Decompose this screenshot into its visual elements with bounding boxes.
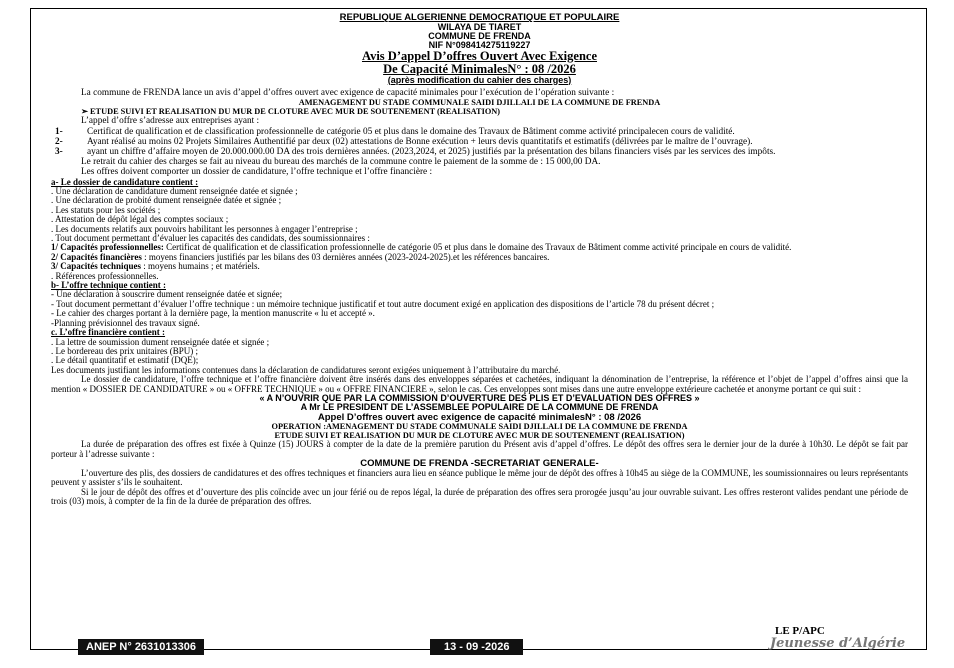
notice-title: Avis D’appel D’offres Ouvert Avec Exigence: [361, 48, 598, 63]
list-item: -Planning prévisionnel des travaux signé.: [51, 317, 200, 328]
enveloppes-text: Le dossier de candidature, l’offre technique et l’offre financière doivent être insérés dans des enveloppes séparées et cachetées, indiquant la dénomination de l’entreprise, la référence et l’objet de l’appel d’offres ainsi que la mention « DOSSIER DE CANDIDATURE » ou « OFFRE TECHNIQUE » ou « OFFRE FINANCIERE », selon le cas. Ces enveloppes sont mises dans une autre enveloppe extérieure cachetée et anonyme portant ce qui suit :: [51, 374, 908, 394]
notice-subtitle: (après modification du cahier des charges): [387, 74, 572, 85]
list-item: - Une déclaration à souscrire dument renseignée datée et signée;: [51, 289, 283, 300]
section-b-title: b- L’offre technique contient :: [51, 280, 166, 291]
ferie-text: Si le jour de dépôt des offres et d’ouverture des plis coïncide avec un jour férié ou de repos légal, la durée de préparation des offres sera prorogée jusqu’au jour ouvrable suivant. Les offres resteront valides pendant une période de trois (03) mois, à compter de la fin de la durée de préparation des offres.: [51, 486, 908, 506]
list-item: . Une déclaration de probité dument renseignée datée et signée ;: [51, 195, 282, 206]
envelope-operation: OPERATION :AMENAGEMENT DU STADE COMMUNALE SAIDI DJILLALI DE LA COMMUNE DE FRENDA: [271, 422, 688, 432]
addressed-text: L’appel d’offre s’adresse aux entreprises ayant :: [81, 116, 260, 127]
condition-item: 2- Ayant réalisé au moins 02 Projets Similaires Authentifié par deux (02) attestations de Bonne exécution + leurs devis quantitatifs et estimatifs (délivrées par le maître de l’ouvrage).: [55, 136, 753, 147]
offres-text: Les offres doivent comporter un dossier de candidature, l’offre technique et l’offre financière :: [81, 167, 433, 178]
section-c-title: c. L’offre financière contient :: [51, 327, 166, 338]
section-a-title: a- Le dossier de candidature contient :: [51, 176, 199, 187]
footer-bar: [0, 636, 954, 660]
envelope-reference: Appel D’offres ouvert avec exigence de capacité minimalesN° : 08 /2026: [317, 411, 642, 423]
intro-text: La commune de FRENDA lance un avis d’appel d’offres ouvert avec exigence de capacité minimales pour l’exécution de l’opération suivante :: [81, 88, 615, 99]
envelope-recipient: A Mr LE PRESIDENT DE L’ASSEMBLEE POPULAIRE DE LA COMMUNE DE FRENDA: [300, 402, 659, 413]
list-item: . Les documents relatifs aux pouvoirs habilitant les personnes à engager l’entreprise ;: [51, 223, 358, 234]
list-item: - Tout document permettant d’évaluer l’offre technique : un mémoire technique justificatif et tout autre document exigé en application des dispositions de l’article 78 du présent décret ;: [51, 298, 715, 309]
publication-date: 13 - 09 -2026: [430, 639, 523, 655]
capacity-financial: 2/ Capacités financières : moyens financiers justifiés par les bilans des 03 dernières années (2023-2024-2025).et les références bancaires.: [51, 251, 550, 262]
header-commune: COMMUNE DE FRENDA: [428, 30, 531, 41]
list-item: . La lettre de soumission dument renseignée datée et signée ;: [51, 336, 270, 347]
conditions-list: [51, 127, 908, 158]
list-item: . Références professionnelles.: [51, 270, 159, 281]
announcement-content: [51, 13, 908, 506]
announcement-frame: [30, 8, 927, 650]
envelope-operation-2: ETUDE SUIVI ET REALISATION DU MUR DE CLOTURE AVEC MUR DE SOUTENEMENT (REALISATION): [274, 431, 685, 441]
notice-number: De Capacité MinimalesN° : 08 /2026: [383, 61, 576, 76]
header-nif: NIF N°098414275119227: [428, 39, 531, 50]
anep-reference: ANEP N° 2631013306: [78, 639, 204, 655]
list-item: . Les statuts pour les sociétés ;: [51, 204, 161, 215]
list-item: . Une déclaration de candidature dument renseignée datée et signée ;: [51, 186, 298, 197]
list-item: . Le détail quantitatif et estimatif (DQE);: [51, 355, 199, 366]
secretariat-address: COMMUNE DE FRENDA -SECRETARIAT GENERALE-: [360, 458, 599, 470]
list-item: . Tout document permettant d’évaluer les capacités des candidats, des soumissionnaires :: [51, 233, 370, 244]
list-item: . Le bordereau des prix unitaires (BPU) ;: [51, 345, 198, 356]
retrait-text: Le retrait du cahier des charges se fait au niveau du bureau des marchés de la commune contre le paiement de la somme de : 15 000,00 DA.: [81, 157, 601, 168]
capacity-technical: 3/ Capacités techniques : moyens humains ; et matériels.: [51, 261, 260, 272]
operation-line-2: ➢ ETUDE SUIVI ET REALISATION DU MUR DE CLOTURE AVEC MUR DE SOUTENEMENT (REALISATION): [81, 107, 501, 117]
newspaper-logo: Jeunesse d’Algérie: [770, 636, 906, 651]
list-item: . Attestation de dépôt légal des comptes sociaux ;: [51, 214, 229, 225]
duree-text: La durée de préparation des offres est fixée à Quinze (15) JOURS à compter de la date de la première parution du Présent avis d’appel d’offres. Le dépôt des offres sera le dernier jour de la durée à 10h30. Le dépôt se fait par porteur à l’adresse suivante :: [51, 439, 908, 459]
justif-text: Les documents justifiant les informations contenues dans la déclaration de candidatures seront exigées uniquement à l’attributaire du marché.: [51, 364, 561, 375]
capacity-professional: 1/ Capacités professionnelles: Certificat de qualification et de classification professionnelle de catégorie 05 et plus dans le domaine des Travaux de Bâtiment comme activité principale en cours de validité.: [51, 242, 792, 253]
header-republic: REPUBLIQUE ALGERIENNE DEMOCRATIQUE ET POPULAIRE: [339, 12, 620, 23]
operation-line-1: AMENAGEMENT DU STADE COMMUNALE SAIDI DJILLALI DE LA COMMUNE DE FRENDA: [298, 98, 661, 108]
signature: LE P/APC: [775, 625, 825, 637]
list-item: - Le cahier des charges portant à la dernière page, la mention manuscrite « lu et accepté ».: [51, 308, 375, 319]
header-wilaya: WILAYA DE TIARET: [437, 21, 522, 32]
envelope-mention: « A N’OUVRIR QUE PAR LA COMMISSION D’OUVERTURE DES PLIS ET D’EVALUATION DES OFFRES »: [259, 392, 700, 403]
condition-item: 3- ayant un chiffre d’affaire moyen de 20.000.000.00 DA des trois dernières années. (2023,2024, et 2025) justifiés par la présentation des bilans financiers visés par les services des impôts.: [55, 147, 776, 157]
ouverture-text: L’ouverture des plis, des dossiers de candidatures et des offres techniques et financiers aura lieu en séance publique le même jour de dépôt des offres à 10h45 au siège de la COMMUNE, les soumissionnaires ou leurs représentants peuvent y assister s’ils le souhaitent.: [51, 467, 908, 488]
condition-item: 1- Certificat de qualification et de classification professionnelle de catégorie 05 et plus dans le domaine des Travaux de Bâtiment comme activité principalecen cours de validité.: [55, 126, 735, 137]
